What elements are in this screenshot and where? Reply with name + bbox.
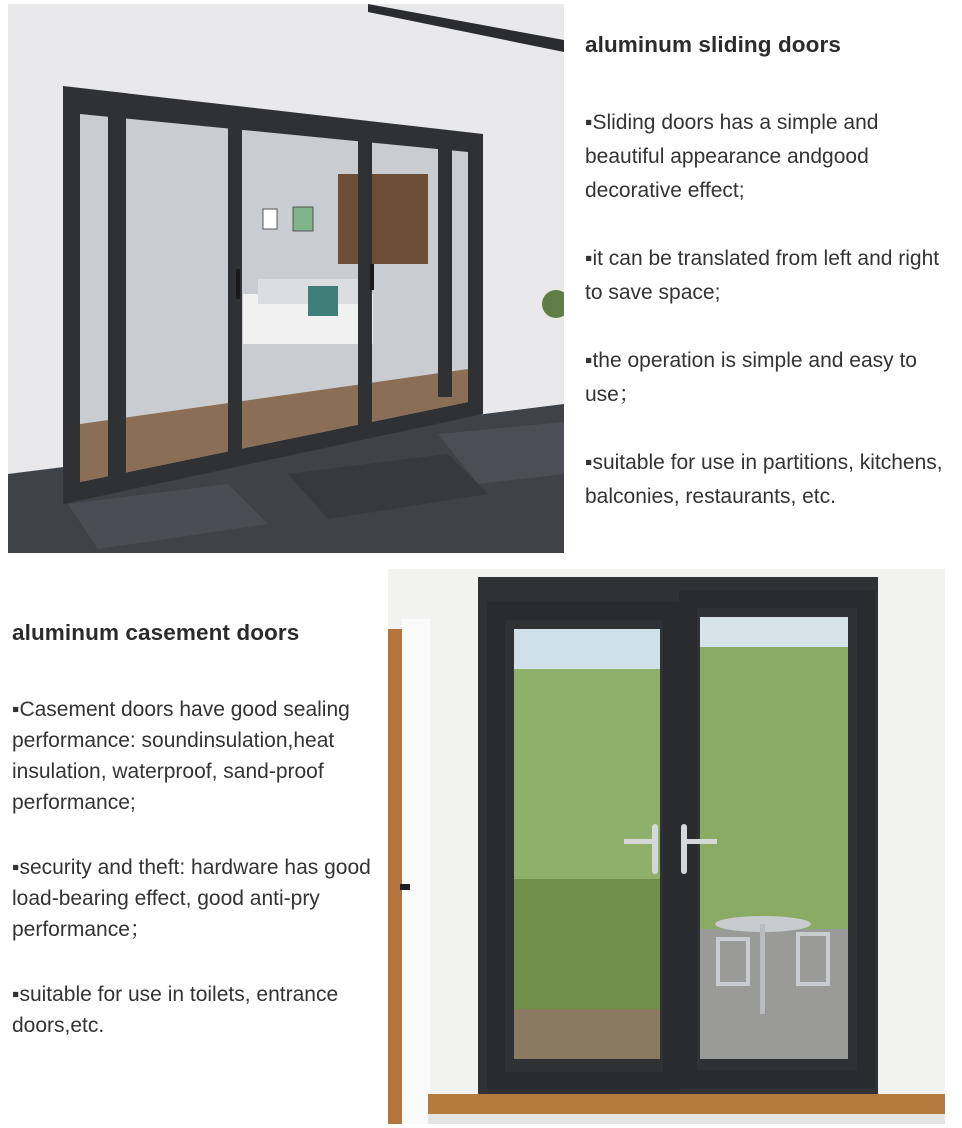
casement-point-1: ▪Casement doors have good sealing performance: soundinsulation,heat insulation, waterproof, sand-proof performance;	[12, 698, 350, 814]
casement-doors-section	[12, 618, 376, 1075]
casement-point-2: ▪security and theft: hardware has good load-bearing effect, good anti-pry performance；	[12, 856, 371, 941]
casement-doors-heading: aluminum casement doors	[12, 620, 300, 645]
casement-point-3: ▪suitable for use in toilets, entrance doors,etc.	[12, 983, 339, 1037]
sliding-doors-section	[585, 30, 945, 548]
sliding-point-4: ▪suitable for use in partitions, kitchens, balconies, restaurants, etc.	[585, 451, 943, 508]
sliding-point-3: ▪the operation is simple and easy to use；	[585, 349, 917, 406]
sliding-doors-heading: aluminum sliding doors	[585, 32, 841, 57]
sliding-point-2: ▪it can be translated from left and right to save space;	[585, 247, 940, 304]
casement-door-photo	[388, 569, 945, 1124]
sliding-point-1: ▪Sliding doors has a simple and beautiful appearance andgood decorative effect;	[585, 111, 879, 202]
sliding-door-photo	[8, 4, 564, 553]
